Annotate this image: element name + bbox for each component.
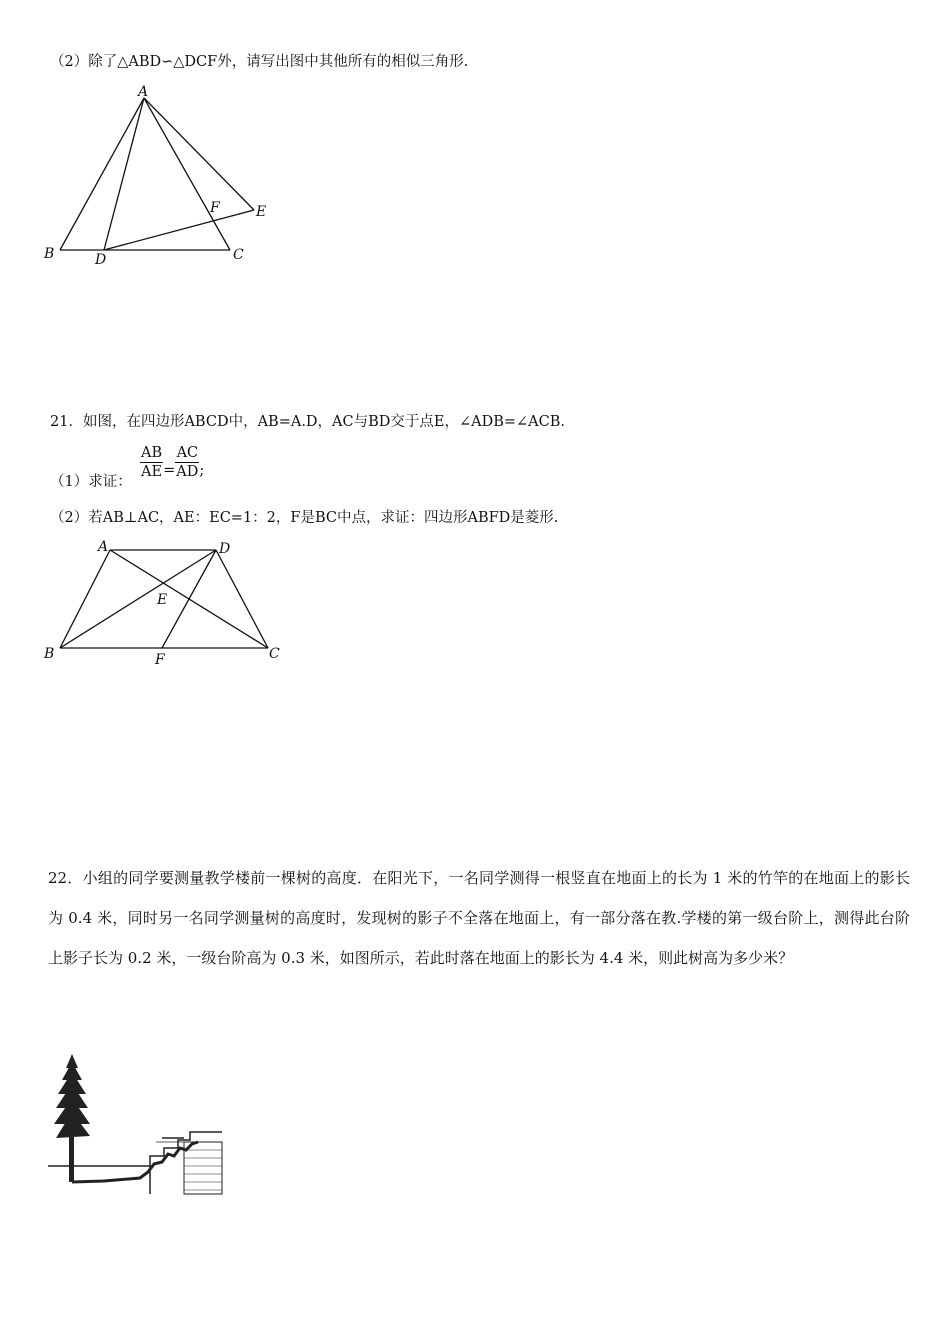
segment-de: [104, 210, 254, 250]
figure-quadrilateral-abcd: [40, 536, 290, 671]
q21-part1-equation: [140, 444, 204, 481]
q22-text: 22．小组的同学要测量教学楼前一棵树的高度．在阳光下，一名同学测得一根竖直在地面上的长为 1 米的竹竿的在地面上的影长为 0.4 米，同时另一名同学测量树的高度时，发现树的影子不全落在地面上，有一部分落在教.学楼的第一级台阶上，测得此台阶上影子长为 0.2 米，一级台阶高为 0.3 米，如图所示，若此时落在地面上的影长为 4.4 米，则此树高为多少米？: [48, 869, 910, 967]
label-f: F: [155, 652, 165, 668]
label-d: D: [219, 541, 231, 557]
label-d: D: [95, 252, 107, 268]
label-a: A: [98, 539, 109, 555]
tree-icon: [54, 1054, 90, 1182]
question-part2-text: （2）除了△ABD∽△DCF外，请写出图中其他所有的相似三角形.: [50, 54, 469, 70]
label-c: C: [269, 646, 280, 662]
label-c: C: [233, 247, 244, 263]
label-a: A: [138, 84, 149, 100]
segment-ab: [60, 550, 110, 648]
label-e: E: [157, 592, 168, 608]
figure-tree-and-steps: [44, 1050, 229, 1200]
figure-triangle-abc: [40, 80, 280, 270]
segment-dc: [216, 550, 268, 648]
segment-ad: [104, 98, 144, 250]
segment-bd: [60, 550, 216, 648]
fraction2-denominator: AD: [176, 464, 199, 480]
tree-shadow: [72, 1142, 198, 1182]
label-b: B: [44, 646, 55, 662]
fraction-ab-over-ae: [140, 444, 163, 481]
fraction1-denominator: AE: [141, 464, 163, 480]
equals-sign: =: [163, 462, 176, 479]
label-b: B: [44, 246, 55, 262]
q21-stem: 21．如图，在四边形ABCD中，AB=A.D，AC与BD交于点E，∠ADB=∠ACB.: [50, 414, 566, 430]
fraction2-numerator: AC: [176, 445, 199, 461]
q21-part2: （2）若AB⊥AC，AE：EC=1：2，F是BC中点，求证：四边形ABFD是菱形.: [50, 510, 559, 526]
q21-part1-prefix: （1）求证：: [50, 474, 132, 490]
segment-ab: [60, 98, 144, 250]
fraction1-numerator: AB: [141, 445, 163, 461]
label-e: E: [256, 204, 267, 220]
segment-df: [162, 550, 216, 648]
label-f: F: [210, 200, 220, 216]
fraction-ac-over-ad: [175, 444, 199, 481]
segment-ae: [144, 98, 254, 210]
equation-suffix: ;: [199, 462, 205, 479]
